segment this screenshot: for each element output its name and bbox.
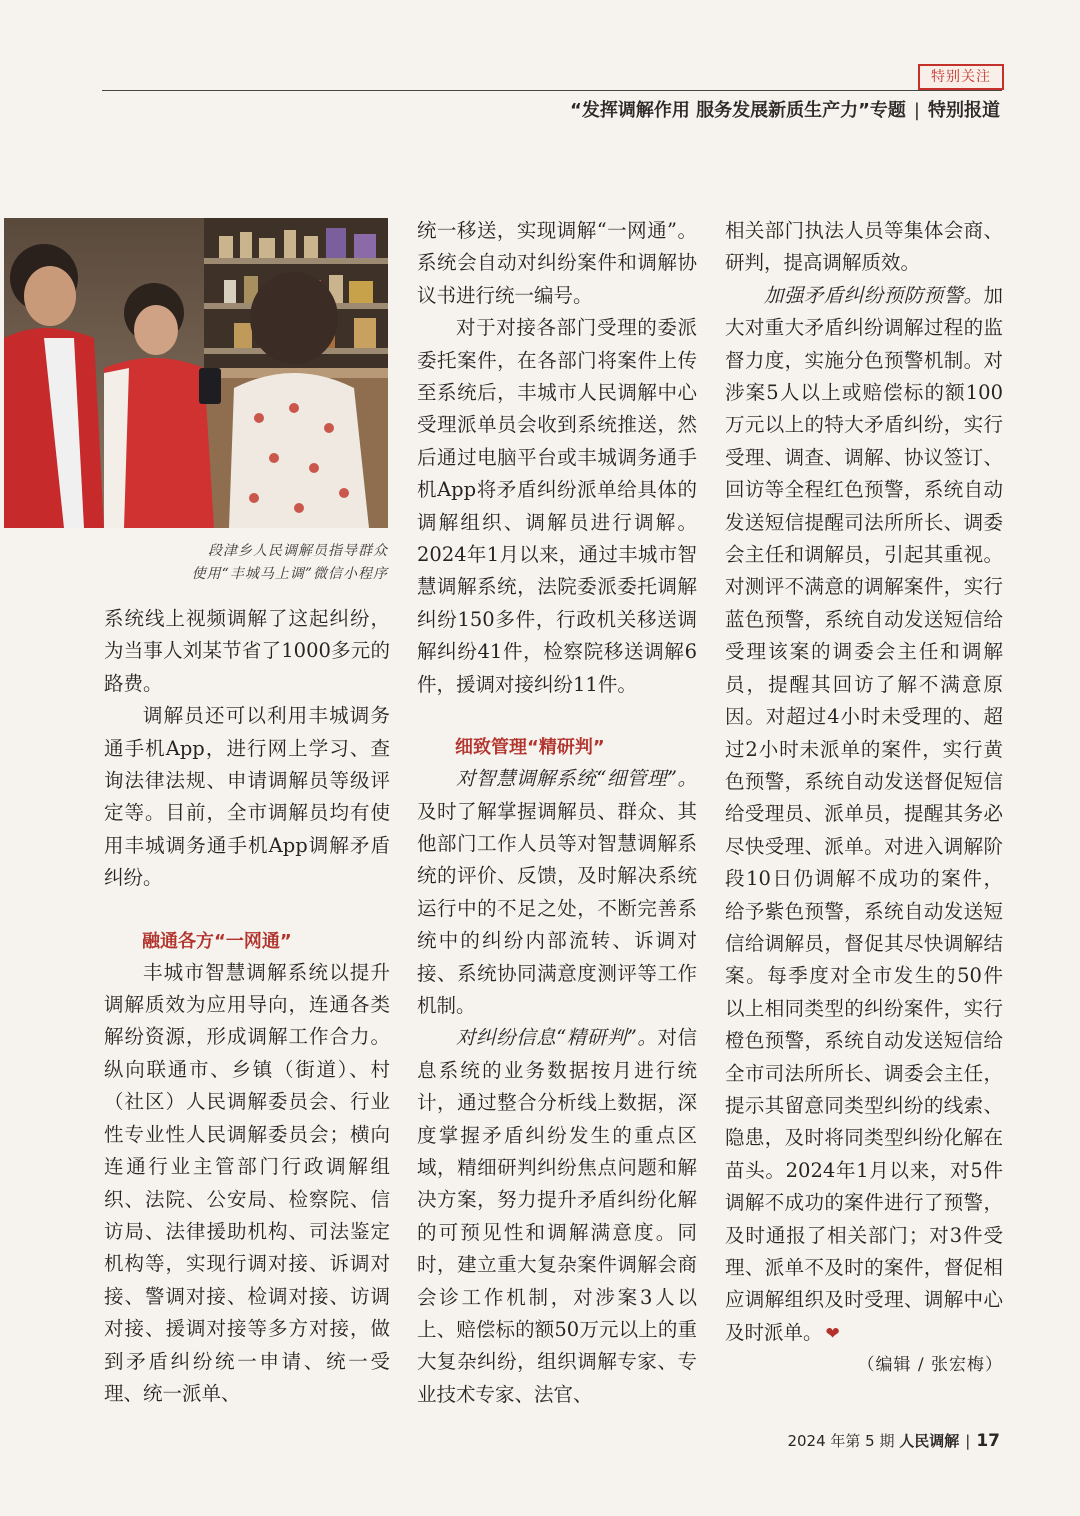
- paragraph-lead: 加强矛盾纠纷预防预警。: [764, 283, 984, 307]
- section-heading: 融通各方“一网通”: [142, 930, 292, 952]
- topic-title: “发挥调解作用 服务发展新质生产力”专题: [569, 100, 906, 121]
- paragraph: 丰城市智慧调解系统以提升调解质效为应用导向，连通各类解纷资源，形成调解工作合力。纵向联通市、乡镇（街道）、村（社区）人民调解委员会、行业性专业性人民调解委员会；横向连通行业主管部门行政调解组织、法院、公安局、检察院、信访局、法律援助机构、司法鉴定机构等，实现行调对接、诉调对接、警调对接、检调对接、访调对接、援调对接等多方对接，做到矛盾纠纷统一申请、统一受理、统一派单、: [104, 960, 390, 1405]
- column-1: [104, 603, 390, 1410]
- issue-number: 2024 年第 5 期: [787, 1432, 895, 1450]
- section-name: 特别报道: [928, 100, 1000, 121]
- section-tag: 特别关注: [918, 64, 1004, 90]
- paragraph: [725, 280, 1003, 1350]
- header-rule: [102, 90, 1002, 91]
- page-footer: [787, 1430, 1000, 1451]
- article-photo: [4, 218, 388, 528]
- paragraph-lead: 对智慧调解系统“细管理”。: [456, 767, 697, 791]
- running-header: [570, 96, 1000, 122]
- photo-caption: [130, 540, 388, 586]
- header-separator: |: [913, 100, 920, 121]
- paragraph: [417, 763, 697, 1022]
- paragraph: 对于对接各部门受理的委派委托案件，在各部门将案件上传至系统后，丰城市人民调解中心受理派单员会收到系统推送，然后通过电脑平台或丰城调务通手机App将矛盾纠纷派单给具体的调解组织、调解员进行调解。2024年1月以来，通过丰城市智慧调解系统，法院委派委托调解纠纷150多件，行政机关移送调解纠纷41件，检察院移送调解6件，援调对接纠纷11件。: [417, 316, 697, 696]
- caption-line: 段津乡人民调解员指导群众: [208, 543, 388, 559]
- magazine-name: 人民调解: [899, 1432, 960, 1450]
- paragraph-lead: 对纠纷信息“精研判”。: [456, 1026, 658, 1050]
- section-heading: 细致管理“精研判”: [455, 737, 605, 759]
- caption-line: 使用“丰城马上调”微信小程序: [191, 566, 388, 582]
- paragraph: [417, 1022, 697, 1411]
- column-3: [725, 215, 1003, 1380]
- paragraph-body: 及时了解掌握调解员、群众、其他部门工作人员等对智慧调解系统的评价、反馈，及时解决系统运行中的不足之处，不断完善系统中的纠纷内部流转、诉调对接、系统协同满意度测评等工作机制。: [417, 799, 697, 1017]
- page-number: 17: [976, 1431, 1000, 1451]
- footer-separator: |: [965, 1432, 971, 1450]
- paragraph-body: 对信息系统的业务数据按月进行统计，通过整合分析线上数据，深度掌握矛盾纠纷发生的重点区域，精细研判纠纷焦点问题和解决方案，努力提升矛盾纠纷化解的可预见性和调解满意度。同时，建立重大复杂案件调解会商会诊工作机制，对涉案3人以上、赔偿标的额50万元以上的重大复杂纠纷，组织调解专家、专业技术专家、法官、: [417, 1026, 697, 1406]
- column-2: [417, 215, 697, 1411]
- paragraph: 统一移送，实现调解“一网通”。系统会自动对纠纷案件和调解协议书进行统一编号。: [417, 219, 697, 307]
- paragraph: 调解员还可以利用丰城调务通手机App，进行网上学习、查询法律法规、申请调解员等级评定等。目前，全市调解员均有使用丰城调务通手机App调解矛盾纠纷。: [104, 704, 390, 890]
- heart-icon: ❤: [825, 1323, 840, 1344]
- paragraph-body: 加大对重大矛盾纠纷调解过程的监督力度，实施分色预警机制。对涉案5人以上或赔偿标的额100万元以上的特大矛盾纠纷，实行受理、调查、调解、协议签订、回访等全程红色预警，系统自动发送短信提醒司法所所长、调委会主任和调解员，引起其重视。对测评不满意的调解案件，实行蓝色预警，系统自动发送短信给受理该案的调委会主任和调解员，提醒其回访了解不满意原因。对超过4小时未受理的、超过2小时未派单的案件，实行黄色预警，系统自动发送督促短信给受理员、派单员，提醒其务必尽快受理、派单。对进入调解阶段10日仍调解不成功的案件，给予紫色预警，系统自动发送短信给调解员，督促其尽快调解结案。每季度对全市发生的50件以上相同类型的纠纷案件，实行橙色预警，系统自动发送短信给全市司法所所长、调委会主任，提示其留意同类型纠纷的线索、隐患，及时将同类型纠纷化解在苗头。2024年1月以来，对5件调解不成功的案件进行了预警，及时通报了相关部门；对3件受理、派单不及时的案件，督促相应调解组织及时受理、调解中心及时派单。: [725, 283, 1003, 1344]
- paragraph: 相关部门执法人员等集体会商、研判，提高调解质效。: [725, 219, 1003, 275]
- editor-credit: （编辑 / 张宏梅）: [857, 1355, 1003, 1376]
- paragraph: 系统线上视频调解了这起纠纷，为当事人刘某节省了1000多元的路费。: [104, 607, 390, 695]
